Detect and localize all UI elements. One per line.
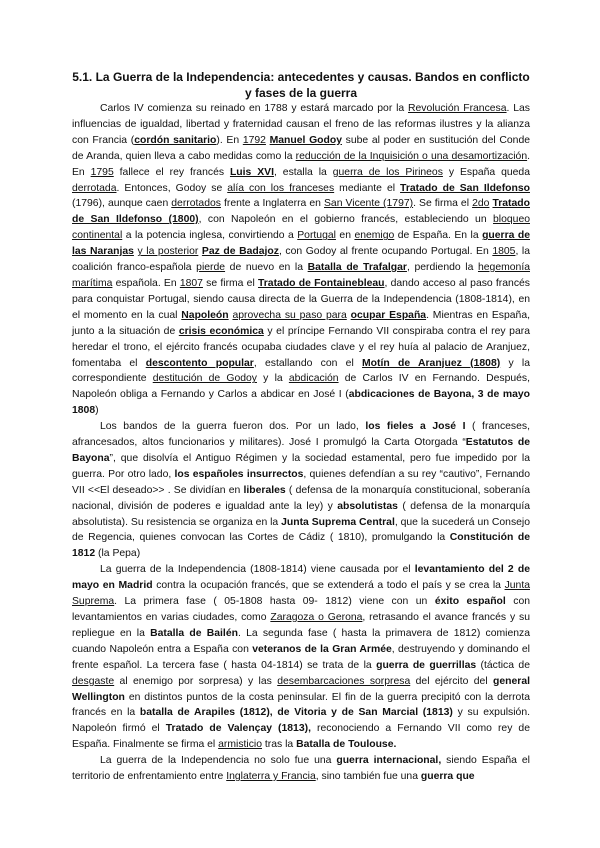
underlined-text: 1795 [90,166,114,178]
text-run: , destruyendo y dominando el frente español. La tercera fase ( hasta 04-1814) se trata de la [72,643,530,671]
bold-text: guerra de guerrillas [376,659,477,671]
bold-text: Motín de Aranjuez (1808) [362,357,501,369]
text-run: . La segunda fase ( hasta la primavera de 1812) comienza cuando Napoleón entra a España con [72,627,530,655]
bold-text: levantamiento del 2 de mayo en Madrid [72,564,530,592]
text-run: , perdiendo la [406,262,478,274]
text-run: . Las influencias de igualdad, libertad y fraternidad causan el freno de las reformas ilustres y la alianza con Francia ( [72,103,531,146]
text-run: , estallando con el [253,357,363,369]
paragraph [72,101,530,419]
underlined-text: desembarcaciones sorpresa [277,675,411,687]
text-run: contra la ocupación francés, que se extenderá a todo el país y se crea la [152,580,505,592]
bold-text: Paz de Badajoz [201,246,279,258]
underlined-text: desgaste [72,675,115,687]
underlined-text: 1792 [242,134,266,146]
bold-text: Tratado de Fontainebleau [257,277,385,289]
underlined-text: aprovecha su paso para [232,309,347,321]
text-run: ”, que disolvía el Antiguo Régimen y la sociedad estamental, pero fue impedido por la guerra. Por otro lado, [72,452,530,480]
text-run: La guerra de la Independencia no solo fue una [100,755,337,767]
text-run: (la Pepa) [95,548,141,560]
underlined-text: 2do [472,198,490,210]
text-run: reconociendo a Fernando VII como rey de España. Finalmente se firma el [72,723,530,751]
text-run: ). En [216,134,243,146]
text-run: Carlos IV comienza su reinado en 1788 y estará marcado por la [100,103,408,114]
bold-text: Estatutos de Bayona [72,437,530,464]
bold-text: Tratado de San Ildefonso (1800) [72,198,530,226]
underlined-text: San Vicente (1797) [324,198,414,210]
text-run: sube al poder en sustitución del Conde de Aranda, quien lleva a cabo medidas como la [72,134,530,162]
text-run: . En [72,150,530,178]
text-run: de España. En la [394,230,483,242]
bold-text: Constitución de 1812 [72,532,530,560]
text-run: frente a Inglaterra en [220,198,324,210]
text-run: mediante el [334,182,401,194]
bold-text: Napoleón [181,309,229,321]
underlined-text: hegemonía marítima [72,262,530,289]
bold-text: los fieles a José I [365,421,466,433]
text-run: española. En [112,277,180,289]
bold-text: Tratado de Valençay (1813), [165,723,311,735]
text-run: a la potencia inglesa, convirtiendo a [122,230,298,242]
bold-text: Luis XVI [229,166,274,178]
bold-text: ocupar España [350,309,427,321]
bold-text: Tratado de San Ildefonso [400,182,530,194]
bold-text: guerra de las Naranjas [72,230,531,258]
text-run: , retrasando el avance francés y su repliegue en la [72,612,530,639]
text-run: (táctica de [476,659,530,671]
underlined-text: Portugal [297,230,336,242]
bold-text: abdicaciones de Bayona, 3 de mayo 1808 [72,389,530,417]
text-run: en [335,230,355,242]
paragraph [72,419,530,562]
text-run: ( defensa de la monarquía absolutista). Su resistencia se organiza en la [72,500,530,528]
underlined-text: abdicación [288,373,339,385]
underlined-text: bloqueo continental [72,214,530,242]
section-title: 5.1. La Guerra de la Independencia: antecedentes y causas. Bandos en conflicto y fases de la guerra [72,70,530,100]
bold-text: crisis económica [178,325,264,337]
underlined-text: derrotada [72,182,117,194]
text-run: . Mientras en España, junto a la situación de [72,309,530,337]
bold-text: liberales [243,484,286,496]
bold-text: absolutistas [337,500,398,512]
text-run: de nuevo en la [225,262,308,274]
underlined-text: armisticio [218,739,263,751]
text-run: (1796), aunque caen [72,198,172,210]
bold-text: guerra que [420,771,475,783]
bold-text: veteranos de la Gran Armée [252,643,392,655]
bold-text: descontento popular [145,357,254,369]
underlined-text: derrotados [171,198,221,210]
bold-text: éxito español [434,596,506,608]
text-run: Los bandos de la guerra fueron dos. Por un lado, [100,421,366,433]
bold-text: Batalla de Trafalgar [307,262,407,274]
bold-text: Manuel Godoy [269,134,342,146]
paragraph [72,753,530,785]
text-run: , la coalición franco-española [72,246,531,274]
paragraph [72,562,530,753]
text-run: del ejército del [410,675,494,687]
bold-text: guerra internacional, [336,755,442,767]
bold-text: batalla de Arapiles (1812), de Vitoria y de San Marcial (1813) [139,707,453,719]
text-run: en distintos puntos de la costa peninsular. El fin de la guerra precipitó con la derrota francés en la [72,691,530,719]
text-run: , dando acceso al paso francés para conquistar Portugal, siendo causa directa de la Guerra de la Independencia (1808-1814), en el momento en la cual [72,277,530,321]
text-run: siendo España el territorio de enfrentamiento entre [72,755,530,783]
underlined-text: 1807 [179,277,203,289]
text-run: , sino también fue una [315,771,421,783]
bold-text: Batalla de Bailén [150,627,238,639]
underlined-text: Zaragoza o Gerona [270,612,363,623]
text-run: de Carlos IV en Fernando. Después, Napoleón obliga a Fernando y Carlos a abdicar en José I ( [72,373,530,401]
text-run: y la [256,373,289,385]
text-run: al enemigo por sorpresa) y las [114,675,278,687]
text-run: . Entonces, Godoy se [116,182,228,194]
text-run: se firma el [202,277,258,289]
bold-text: Junta Suprema Central [281,516,395,528]
underlined-text: guerra de los Pirineos [332,166,443,178]
text-run: ) [95,405,99,417]
bold-text: cordón sanitario [134,134,217,146]
bold-text: Batalla de Toulouse. [296,739,397,751]
underlined-text: 1805 [492,246,516,258]
text-run: y su expulsión. Napoleón firmó el [72,707,531,735]
underlined-text: destitución de Godoy [152,373,257,385]
underlined-text: y la posterior [137,246,199,258]
text-run: La guerra de la Independencia (1808-1814) viene causada por el [100,564,415,576]
underlined-text: Junta Suprema [72,580,530,608]
text-run: , con Napoleón en el gobierno francés, estableciendo un [198,214,494,226]
underlined-text: Revolución Francesa [408,103,507,114]
underlined-text: Inglaterra y Francia [226,771,316,783]
text-run: , estalla la [273,166,333,178]
document-page [72,70,530,785]
text-run: , con Godoy al frente ocupando Portugal. En [278,246,493,258]
underlined-text: pierde [196,262,226,274]
text-run: y España queda [442,166,530,178]
text-run: y la correspondiente [72,357,530,385]
underlined-text: enemigo [354,230,395,242]
text-run: ( franceses, afrancesados, altos funcionarios y militares). José I promulgó la Carta Otorgada “ [72,421,530,449]
bold-text: los españoles insurrectos [174,468,304,480]
text-run: . La primera fase ( 05-1808 hasta 09- 1812) viene con un [114,596,435,608]
text-run: , quienes defendían a su rey “cautivo”, Fernando VII <<El deseado>> . Se dividían en [72,468,530,496]
document-body [72,101,530,785]
text-run: ( defensa de la monarquía constitucional, soberanía nacional, división de poderes e igualdad ante la ley) y [72,484,530,512]
text-run: tras la [262,739,297,751]
text-run: y el príncipe Fernando VII conspiraba contra el rey para heredar el trono, el ejército francés ocupaba ciudades clave y el rey huía al palacio de Aranjuez, fomentaba el [72,325,530,369]
text-run: fallece el rey francés [113,166,230,178]
underlined-text: reducción de la Inquisición o una desamortización [295,150,528,162]
text-run: . Se firma el [413,198,473,210]
text-run: con levantamientos en varias ciudades, como [72,596,531,623]
text-run: , que la sucederá un Consejo de Regencia, quienes convocan las Cortes de Cádiz ( 1810), promulgando la [72,516,531,544]
bold-text: general Wellington [72,675,530,703]
underlined-text: alía con los franceses [227,182,335,194]
